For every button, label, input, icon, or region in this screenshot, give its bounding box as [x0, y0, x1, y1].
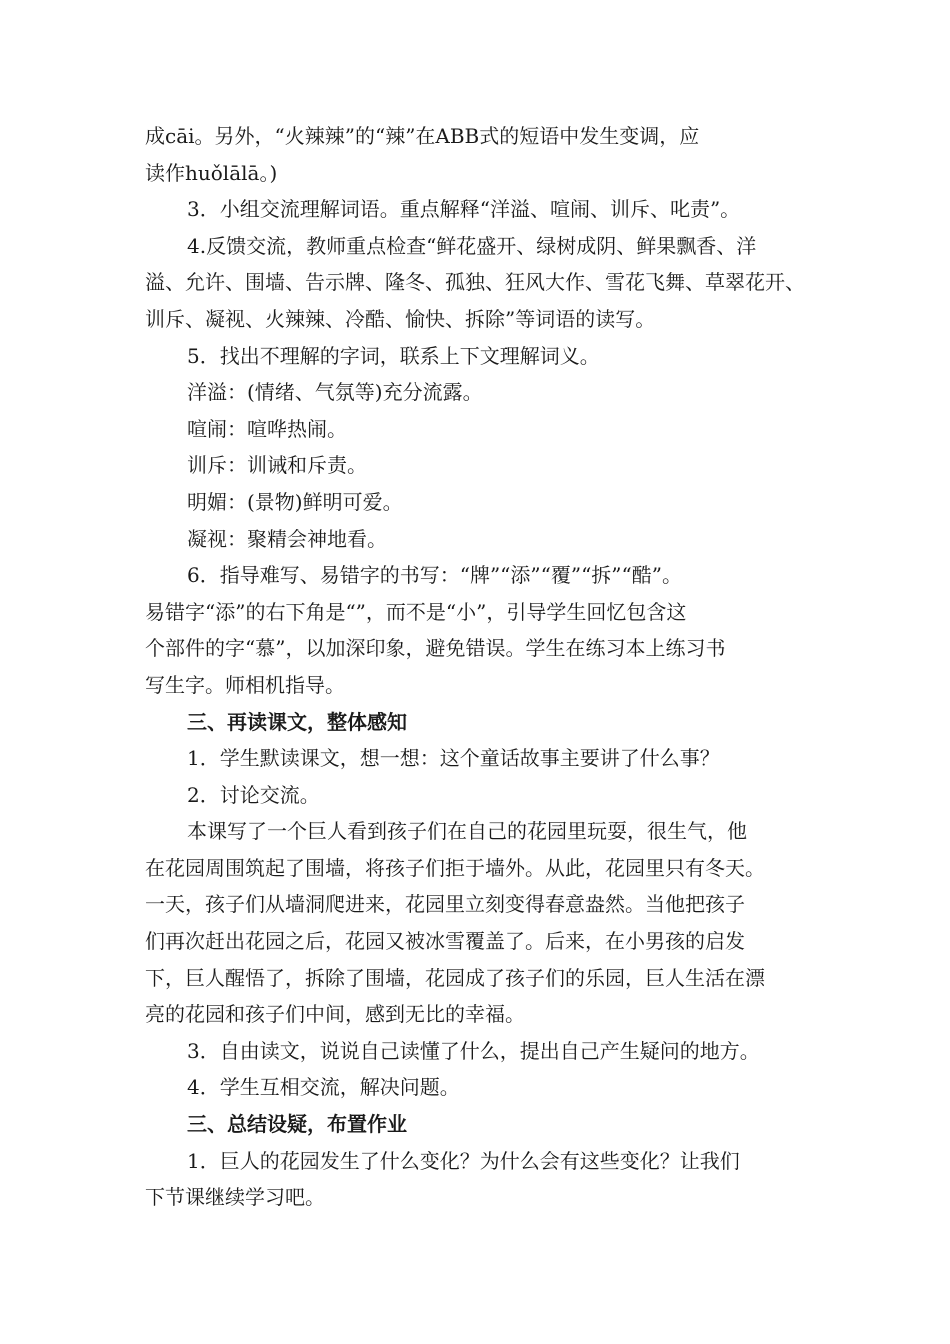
definition-line: 洋溢：(情绪、气氛等)充分流露。 — [187, 380, 483, 405]
text-line: 成cāi。另外，“火辣辣”的“辣”在ABB式的短语中发生变调，应 — [145, 124, 700, 148]
text-line: 们再次赶出花园之后，花园又被冰雪覆盖了。后来，在小男孩的启发 — [145, 929, 745, 954]
definition-line: 喧闹：喧哗热闹。 — [187, 416, 347, 441]
section-heading: 三、总结设疑，布置作业 — [187, 1112, 407, 1137]
text-line: 训斥、凝视、火辣辣、冷酷、愉快、拆除”等词语的读写。 — [145, 306, 656, 331]
text-line: 溢、允许、围墙、告示牌、隆冬、孤独、狂风大作、雪花飞舞、草翠花开、 — [145, 270, 805, 295]
text-line: 6．指导难写、易错字的书写：“牌”“添”“覆”“拆”“酷”。 — [187, 563, 682, 588]
text-line: 3．小组交流理解词语。重点解释“洋溢、喧闹、训斥、叱责”。 — [187, 197, 741, 222]
text-line: 1．巨人的花园发生了什么变化？为什么会有这些变化？让我们 — [187, 1148, 740, 1173]
text-line: 在花园周围筑起了围墙，将孩子们拒于墙外。从此，花园里只有冬天。 — [145, 855, 765, 880]
text-line: 一天，孩子们从墙洞爬进来，花园里立刻变得春意盎然。当他把孩子 — [145, 892, 745, 917]
text-line: 4.反馈交流，教师重点检查“鲜花盛开、绿树成阴、鲜果飘香、洋 — [187, 233, 757, 258]
text-line: 写生字。师相机指导。 — [145, 672, 345, 697]
text-line: 个部件的字“慕”，以加深印象，避免错误。学生在练习本上练习书 — [145, 636, 726, 661]
text-line: 2．讨论交流。 — [187, 782, 320, 807]
document-page — [145, 118, 810, 1216]
definition-line: 训斥：训诫和斥责。 — [187, 453, 367, 478]
text-line: 本课写了一个巨人看到孩子们在自己的花园里玩耍，很生气，他 — [187, 819, 747, 844]
text-line: 下，巨人醒悟了，拆除了围墙，花园成了孩子们的乐园，巨人生活在漂 — [145, 965, 765, 990]
definition-line: 明媚：(景物)鲜明可爱。 — [187, 489, 403, 514]
text-line: 下节课继续学习吧。 — [145, 1185, 325, 1210]
text-line: 5．找出不理解的字词，联系上下文理解词义。 — [187, 343, 600, 368]
text-line: 4．学生互相交流，解决问题。 — [187, 1075, 460, 1100]
text-line: 3．自由读文，说说自己读懂了什么，提出自己产生疑问的地方。 — [187, 1038, 760, 1063]
text-line: 亮的花园和孩子们中间，感到无比的幸福。 — [145, 1002, 525, 1027]
definition-line: 凝视：聚精会神地看。 — [187, 526, 387, 551]
text-line: 1．学生默读课文，想一想：这个童话故事主要讲了什么事？ — [187, 746, 720, 771]
text-line: 易错字“添”的右下角是“”，而不是“小”，引导学生回忆包含这 — [145, 599, 687, 624]
text-line: 读作huǒlālā。) — [145, 160, 278, 185]
section-heading: 三、再读课文，整体感知 — [187, 709, 407, 734]
